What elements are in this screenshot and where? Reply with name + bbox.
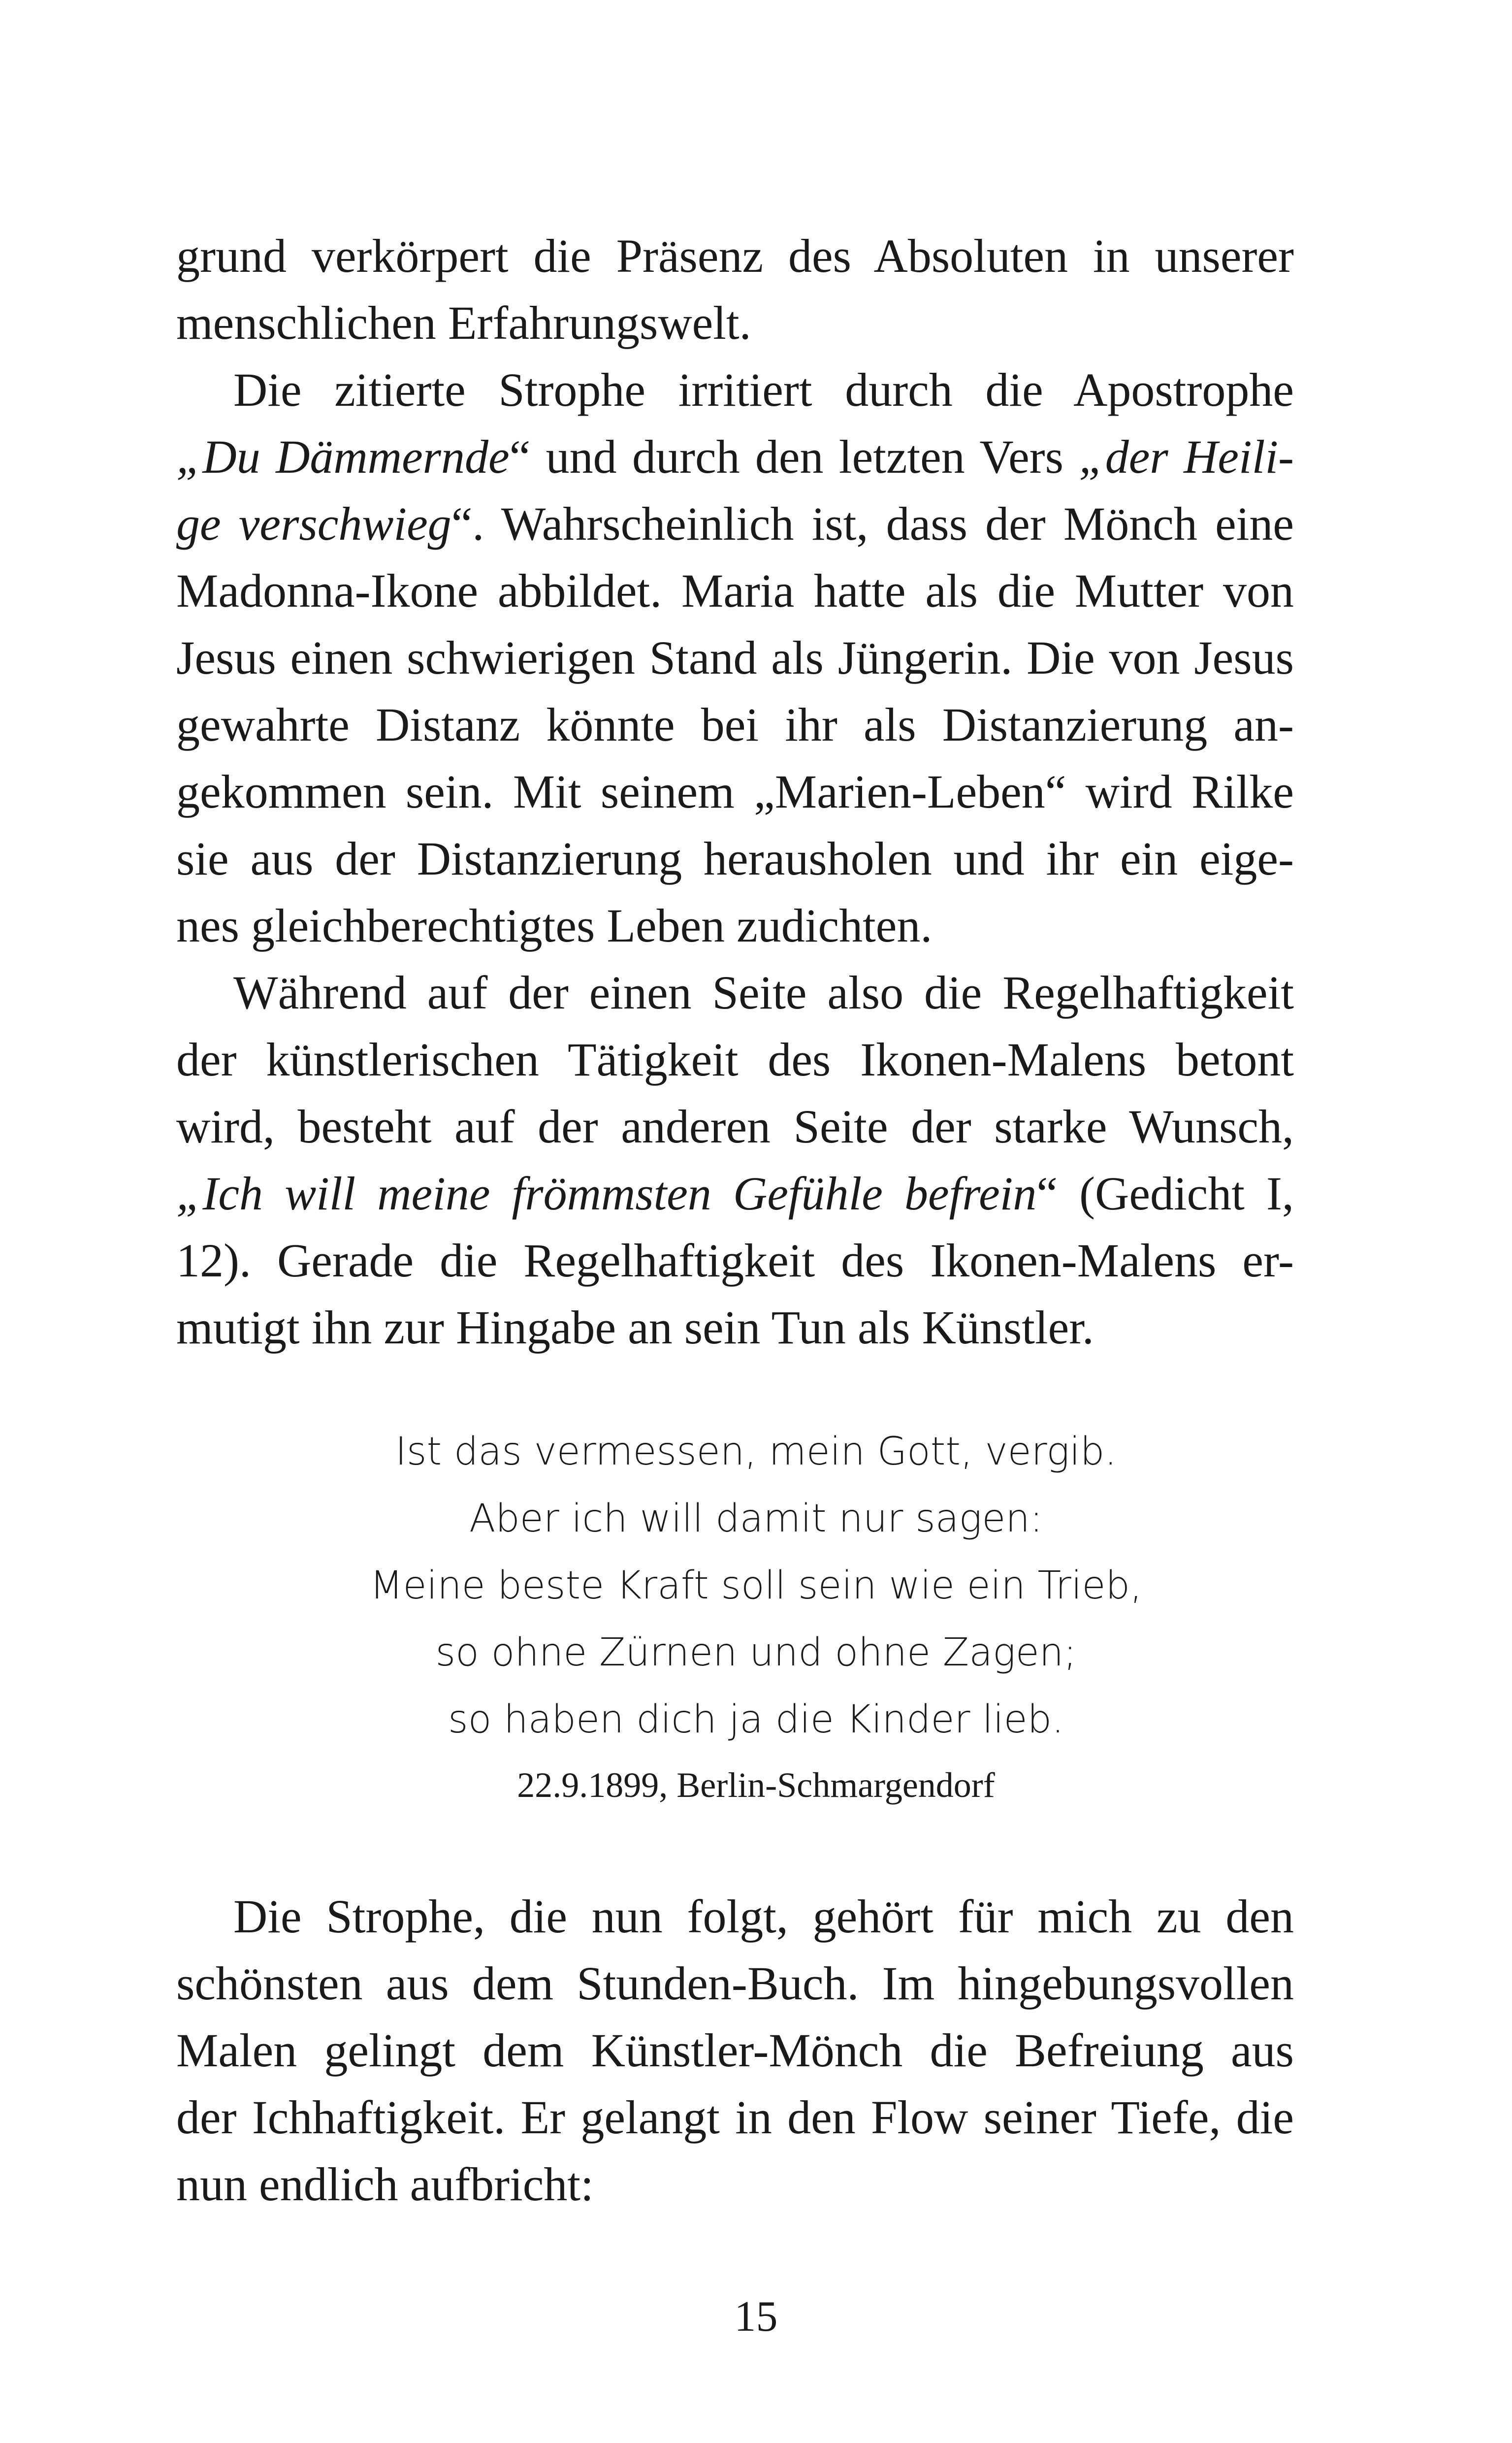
text-line: Madonna-Ikone abbildet. Maria hatte als die Mutter von (176, 564, 1294, 617)
text-line: mutigt ihn zur Hingabe an sein Tun als Künstler. (176, 1301, 1094, 1354)
text-line: 12). Gerade die Regelhaftigkeit des Ikonen-Malens er- (176, 1234, 1294, 1287)
italic-quote: „Ich will meine frömmsten Gefühle befrein (176, 1167, 1037, 1220)
text-line: grund verkörpert die Präsenz des Absoluten in unserer (176, 229, 1294, 282)
text-span: “. Wahrscheinlich ist, dass der Mönch eine (451, 497, 1294, 550)
text-line: Die zitierte Strophe irritiert durch die Apostrophe (233, 363, 1294, 416)
poem-line: so ohne Zürnen und ohne Zagen; (435, 1630, 1077, 1675)
poem-line: Aber ich will damit nur sagen: (469, 1497, 1043, 1541)
text-line (176, 423, 1294, 490)
text-line: gewahrte Distanz könnte bei ihr als Distanzierung an- (176, 698, 1294, 751)
text-line: gekommen sein. Mit seinem „Marien-Leben“ wird Rilke (176, 765, 1294, 818)
text-span: “ und durch den letzten Vers (509, 430, 1079, 483)
text-line: Während auf der einen Seite also die Regelhaftigkeit (233, 966, 1294, 1019)
poem-line: so haben dich ja die Kinder lieb. (448, 1697, 1064, 1742)
text-line: menschlichen Erfahrungswelt. (176, 296, 751, 349)
text-line (176, 490, 1294, 557)
text-line: schönsten aus dem Stunden-Buch. Im hingebungsvollen (176, 1957, 1294, 2010)
italic-quote: „der Heili- (1079, 430, 1294, 483)
text-line: Jesus einen schwierigen Stand als Jüngerin. Die von Jesus (176, 631, 1294, 684)
text-line: der Ichhaftigkeit. Er gelangt in den Flow seiner Tiefe, die (176, 2091, 1294, 2144)
text-span: “ (Gedicht I, (1036, 1167, 1294, 1220)
poem-attribution: 22.9.1899, Berlin-Schmargendorf (517, 1765, 995, 1805)
text-line: nes gleichberechtigtes Leben zudichten. (176, 899, 933, 952)
page-number: 15 (734, 2293, 778, 2341)
text-line: Die Strophe, die nun folgt, gehört für mich zu den (233, 1890, 1294, 1943)
text-line: Malen gelingt dem Künstler-Mönch die Befreiung aus (176, 2024, 1294, 2077)
italic-quote: „Du Dämmernde (176, 430, 510, 483)
poem-line: Meine beste Kraft soll sein wie ein Trieb, (370, 1564, 1142, 1608)
text-line: nun endlich aufbricht: (176, 2158, 594, 2211)
text-line: sie aus der Distanzierung herausholen und ihr ein eige- (176, 832, 1294, 885)
text-line: wird, besteht auf der anderen Seite der starke Wunsch, (176, 1100, 1294, 1153)
poem-line: Ist das vermessen, mein Gott, vergib. (395, 1430, 1117, 1474)
text-line: der künstlerischen Tätigkeit des Ikonen-Malens betont (176, 1033, 1294, 1086)
text-line (176, 1160, 1294, 1227)
italic-quote: ge verschwieg (176, 497, 451, 550)
